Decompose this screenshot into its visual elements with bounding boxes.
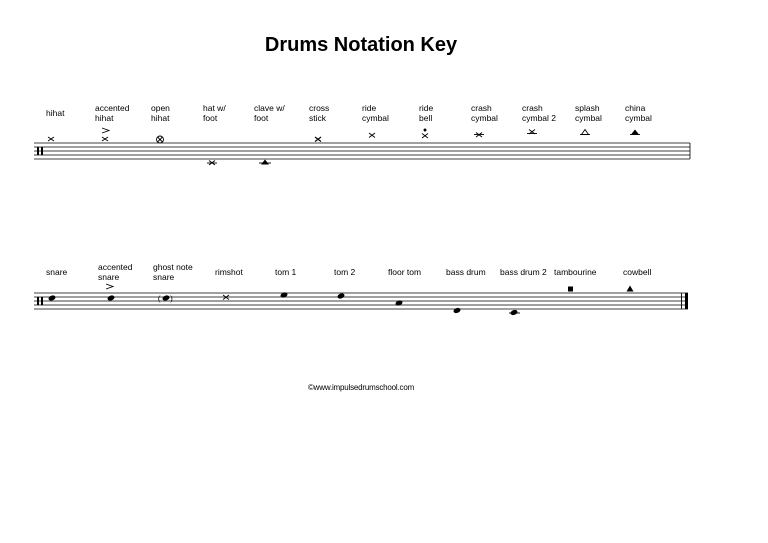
label-cross-stick: cross stick — [309, 103, 330, 123]
label-open-hihat: open hihat — [151, 103, 170, 123]
label-tom-1: tom 1 — [275, 267, 297, 277]
label-crash-cymbal-2: crash cymbal 2 — [522, 103, 557, 123]
copyright-text: ©www.impulsedrumschool.com — [307, 383, 415, 392]
label-snare: snare — [46, 267, 68, 277]
label-accented-snare: accented snare — [98, 262, 133, 282]
svg-text:(: ( — [158, 294, 161, 303]
tambourine-note — [568, 287, 573, 292]
label-bass-drum-2: bass drum 2 — [500, 267, 547, 277]
staff-lines — [34, 293, 688, 309]
tom-1-note — [280, 292, 288, 299]
tom-2-note — [337, 293, 345, 300]
page-title: Drums Notation Key — [264, 34, 458, 56]
label-floor-tom: floor tom — [388, 267, 422, 277]
label-ghost-note-snare: ghost note snare — [153, 262, 193, 282]
label-clave-with-foot: clave w/ foot — [254, 103, 285, 123]
floor-tom-note — [395, 300, 403, 307]
label-ride-cymbal: ride cymbal — [362, 103, 389, 123]
ghost-note-snare-note — [158, 294, 173, 303]
snare-note — [48, 295, 56, 302]
label-hat-with-foot: hat w/ foot — [203, 103, 226, 123]
label-hihat: hihat — [46, 108, 65, 118]
label-ride-bell: ride bell — [419, 103, 434, 123]
label-tom-2: tom 2 — [334, 267, 356, 277]
label-tambourine: tambourine — [554, 267, 597, 277]
label-cowbell: cowbell — [623, 267, 652, 277]
label-crash-cymbal: crash cymbal — [471, 103, 498, 123]
bass-drum-note — [453, 307, 461, 314]
label-china-cymbal: china cymbal — [625, 103, 652, 123]
bass-drum-2-note — [509, 309, 520, 316]
svg-text:): ) — [170, 294, 173, 303]
label-accented-hihat: accented hihat — [95, 103, 130, 123]
label-splash-cymbal: splash cymbal — [575, 103, 602, 123]
label-bass-drum: bass drum — [446, 267, 486, 277]
label-rimshot: rimshot — [215, 267, 243, 277]
cowbell-note — [627, 286, 634, 292]
